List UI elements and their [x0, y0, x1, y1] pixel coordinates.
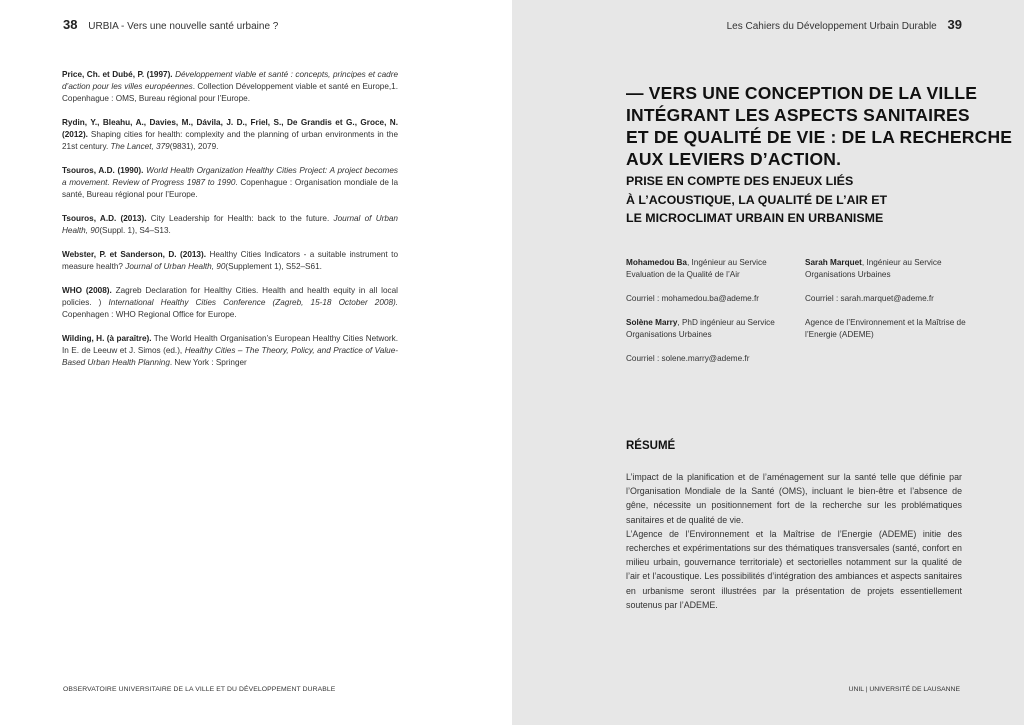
reference-authors: Tsouros, A.D. (2013). [62, 214, 147, 223]
article-title [626, 82, 1013, 170]
article-subtitle [626, 172, 976, 228]
reference-italic-text: International Healthy Cities Conference (Zagreb, 15-18 October 2008). [108, 298, 398, 307]
author-name: Mohamedou Ba [626, 258, 687, 267]
author-affiliation: , PhD ingénieur au Service Organisations Urbaines [626, 318, 775, 339]
subtitle-line: PRISE EN COMPTE DES ENJEUX LIÉS [626, 174, 854, 188]
reference-item [62, 117, 398, 153]
left-running-title: URBIA - Vers une nouvelle santé urbaine ? [88, 21, 279, 32]
reference-authors: Tsouros, A.D. (1990). [62, 166, 144, 175]
left-page-header [63, 17, 278, 32]
author-entry [805, 293, 967, 305]
author-name: Sarah Marquet [805, 258, 862, 267]
author-name: Solène Marry [626, 318, 678, 327]
subtitle-line: À L’ACOUSTIQUE, LA QUALITÉ DE L’AIR ET [626, 192, 888, 207]
author-affiliation: Agence de l’Environnement et la Maîtrise de l’Energie (ADEME) [805, 318, 966, 339]
title-line: ET DE QUALITÉ DE VIE : DE LA RECHERCHE [626, 127, 1013, 147]
resume-paragraph: L’Agence de l’Environnement et la Maîtrise de l’Energie (ADEME) initie des recherches et expérimentations sur des thématiques transversales (santé, confort en milieu urbain, gouvernance territoriale) et sectorielles notamment sur la qualité de l’air et l’acoustique. Les possibilités d’intégration des ambiances et aspects sanitaires en urbanisme seront illustrées par la présentation de projets essentiellement soutenus par l’ADEME. [626, 528, 962, 610]
author-column-1 [626, 257, 788, 377]
resume-text [626, 470, 962, 612]
author-entry [626, 257, 788, 281]
right-page-header [727, 17, 962, 32]
author-email: Courriel : solene.marry@ademe.fr [626, 354, 750, 363]
reference-text: Shaping cities for health: complexity and the planning of urban environments in the 21st century. [62, 130, 398, 151]
author-entry [626, 353, 788, 365]
right-page-number: 39 [947, 17, 962, 32]
reference-italic-text: Journal of Urban Health, 90 [62, 214, 398, 235]
author-email: Courriel : mohamedou.ba@ademe.fr [626, 294, 760, 303]
reference-text: City Leadership for Health: back to the future. [146, 214, 334, 223]
title-line: — VERS UNE CONCEPTION DE LA VILLE [626, 83, 978, 103]
reference-item [62, 213, 398, 237]
author-email: Courriel : sarah.marquet@ademe.fr [805, 294, 934, 303]
reference-authors: Webster, P. et Sanderson, D. (2013). [62, 250, 206, 259]
reference-list [62, 69, 398, 381]
author-entry [805, 317, 967, 341]
reference-text: (Suppl. 1), S4–S13. [99, 226, 171, 235]
reference-authors: Rydin, Y., Bleahu, A., Davies, M., Dávila, J. D., Friel, S., De Grandis et G., Groce, N. (2012). [62, 118, 398, 139]
author-column-2 [805, 257, 967, 353]
reference-item [62, 249, 398, 273]
reference-text: Zagreb Declaration for Healthy Cities. Health and health equity in all local policies. ) [62, 286, 398, 307]
reference-text: Copenhagen : WHO Regional Office for Europe. [62, 310, 237, 319]
title-line: AUX LEVIERS D’ACTION. [626, 149, 842, 169]
reference-text: . New York : Springer [169, 358, 247, 367]
left-page-number: 38 [63, 17, 78, 32]
reference-item [62, 333, 398, 369]
reference-italic-text: Développement viable et santé : concepts, principes et cadre d’action pour les villes européennes [62, 70, 398, 91]
reference-text: Healthy Cities Indicators - a suitable instrument to measure health? [62, 250, 398, 271]
reference-text: . Copenhague : Organisation mondiale de la santé, Bureau régional pour l’Europe. [62, 178, 398, 199]
reference-authors: Wilding, H. (à paraître). [62, 334, 152, 343]
reference-item [62, 285, 398, 321]
reference-text: (Supplement 1), S52–S61. [225, 262, 322, 271]
reference-authors: WHO (2008). [62, 286, 112, 295]
right-running-title: Les Cahiers du Développement Urbain Durable [726, 21, 937, 32]
resume-heading: RÉSUMÉ [626, 440, 676, 452]
reference-italic-text: Healthy Cities – The Theory, Policy, and Practice of Value-Based Urban Health Planning [62, 346, 398, 367]
reference-item [62, 165, 398, 201]
reference-text: . Collection Développement viable et santé en Europe,1. Copenhague : OMS, Bureau régional pour l’Europe. [62, 82, 398, 103]
author-affiliation: , Ingénieur au Service Evaluation de la Qualité de l’Air [626, 258, 767, 279]
author-entry [626, 293, 788, 305]
author-entry [805, 257, 967, 281]
reference-text: The World Health Organisation’s European Healthy Cities Network. In E. de Leeuw et J. Simos (ed.), [62, 334, 398, 355]
left-footer: OBSERVATOIRE UNIVERSITAIRE DE LA VILLE ET DU DÉVELOPPEMENT DURABLE [63, 686, 336, 693]
title-line: INTÉGRANT LES ASPECTS SANITAIRES [626, 105, 970, 125]
author-affiliation: , Ingénieur au Service Organisations Urbaines [805, 258, 942, 279]
right-page [512, 0, 1024, 725]
subtitle-line: LE MICROCLIMAT URBAIN EN URBANISME [626, 211, 884, 225]
resume-paragraph: L’impact de la planification et de l’aménagement sur la santé telle que définie par l’Organisation Mondiale de la Santé (OMS), incluant le bien-être et l’absence de gêne, nécessite un positionnement fort de la recherche sur les problématiques sanitaires et de qualité de vie. [626, 472, 962, 525]
reference-item [62, 69, 398, 105]
author-entry [626, 317, 788, 341]
reference-italic-text: The Lancet, 379 [110, 142, 170, 151]
reference-italic-text: World Health Organization Healthy Cities Project: A project becomes a movement. Review of Progress 1987 to 1990 [62, 166, 398, 187]
right-footer: UNIL | UNIVERSITÉ DE LAUSANNE [848, 686, 960, 693]
reference-authors: Price, Ch. et Dubé, P. (1997). [62, 70, 173, 79]
reference-text: (9831), 2079. [169, 142, 219, 151]
reference-italic-text: Journal of Urban Health, 90 [125, 262, 226, 271]
